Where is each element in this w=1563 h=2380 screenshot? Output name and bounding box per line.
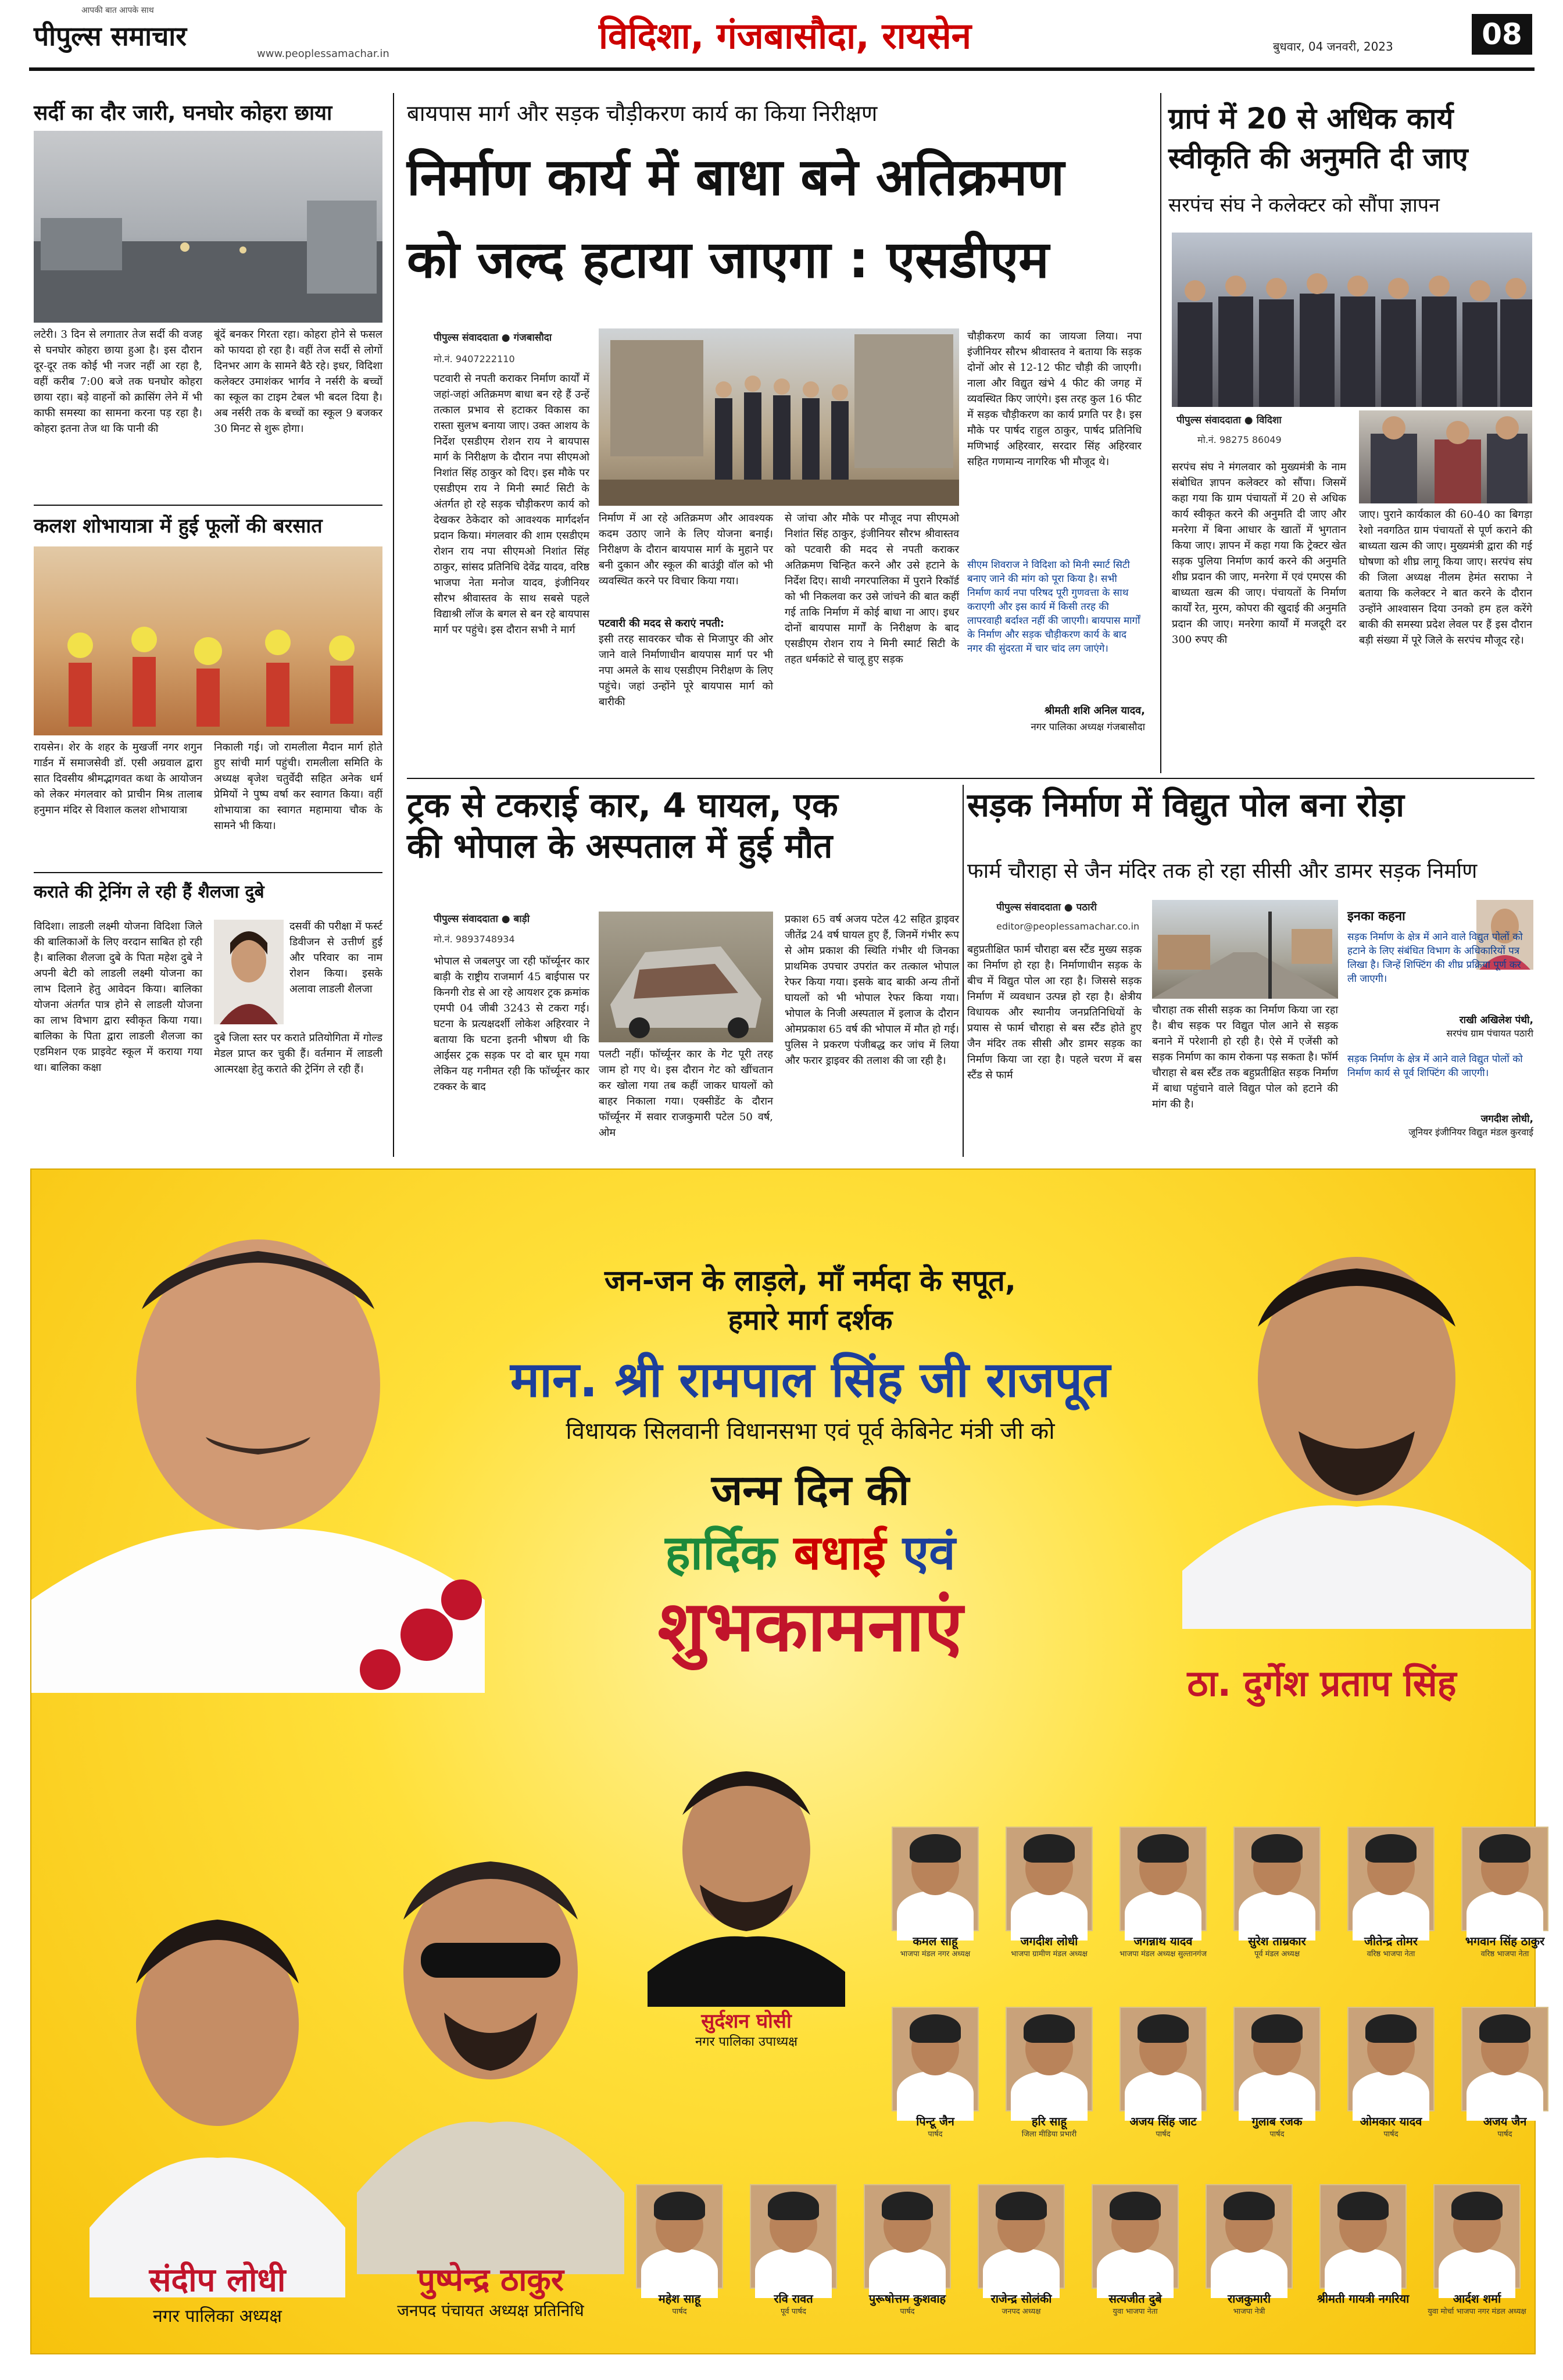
- hair-shape: [1451, 2192, 1503, 2220]
- person-portrait: [978, 2184, 1065, 2289]
- training-col2b: दुबे जिला स्तर पर कराते प्रतियोगिता में गोल्ड मेडल प्राप्त कर चुकी हैं। वर्तमान में लाडली आत्मरक्षा हेतु कराते की ट्रेनिंग ले रही हैं।: [214, 1032, 382, 1075]
- sandeep-name: संदीप लोधी: [149, 2261, 286, 2299]
- pole-quote2-name: जगदीश लोधी,: [1480, 1113, 1533, 1125]
- person-title: युवा भाजपा नेता: [1113, 2307, 1158, 2316]
- hair-shape: [1365, 2014, 1417, 2043]
- body-shape: [1353, 1891, 1429, 1940]
- hair-shape: [768, 2192, 819, 2220]
- gp-byline: पीपुल्स संवाददाता ● विदिशा: [1176, 414, 1282, 426]
- ad-sender: ठा. दुर्गेश प्रताप सिंह: [1187, 1662, 1457, 1704]
- person-portrait: [636, 2184, 723, 2289]
- fog-headline: सर्दी का दौर जारी, घनघोर कोहरा छाया: [34, 101, 332, 125]
- fog-col2: बूंदें बनकर गिरता रहा। कोहरा होने से फसल को फायदा हो रहा है। वहीं तेज सर्दी से लोगों दिनभर आग के सामने बैठे रहे। इधर, विदिशा कलेक्टर उमाशंकर भार्गव ने नर्सरी के बच्चों का स्कूल का टाइम टेबल भी बदल दिया है। अब नर्सरी तक के बच्चों का स्कूल 9 बजकर 30 मिनट से शुरू होगा।: [214, 328, 382, 435]
- person-name: जीतेन्द्र तोमर: [1364, 1934, 1418, 1948]
- gp-mobile: मो.नं. 98275 86049: [1197, 434, 1282, 445]
- person-portrait: [1233, 2007, 1321, 2111]
- hair-shape: [1138, 2014, 1189, 2043]
- body-shape: [1211, 2249, 1287, 2297]
- pole-col2: चौराहा तक सीसी सड़क का निर्माण किया जा रहा है। बीच सड़क पर विद्युत पोल आने से सड़क बनाने में परेशानी हो रही है। ऐसे में एजेंसी को सड़क निर्माण का काम रोकना पड़ सकता है। फॉर्म चौराहा से बस स्टैंड तक बहुप्रतीक्षित सड़क निर्माण में बाधा पहुंचाने वाले विद्युत पोल को हटाने की मांग की है।: [1152, 1004, 1338, 1110]
- ad-evam: एवं: [902, 1525, 956, 1581]
- person-portrait: [1092, 2184, 1179, 2289]
- hair-shape: [996, 2192, 1047, 2220]
- person-name: ओमकार यादव: [1360, 2114, 1422, 2128]
- pushpendra-name: पुष्पेन्द्र ठाकुर: [417, 2261, 564, 2298]
- pole-photo: [1152, 900, 1338, 999]
- person-title: पार्षद: [1383, 2130, 1399, 2139]
- person-name: गुलाब रजक: [1251, 2114, 1303, 2128]
- hair-shape: [1224, 2192, 1275, 2220]
- person-portrait: [892, 1827, 979, 1931]
- training-headline: कराते की ट्रेनिंग ले रही हैं शैलजा दुबे: [34, 882, 264, 902]
- main-quote-title: नगर पालिका अध्यक्ष गंजबासौदा: [1031, 721, 1145, 733]
- sudarshan-name: सुर्दशन घोसी: [701, 2010, 792, 2033]
- body-shape: [1011, 2071, 1087, 2120]
- leader-portrait: [31, 1193, 485, 1693]
- person-title: पूर्व पार्षद: [781, 2307, 806, 2316]
- sandeep-title: नगर पालिका अध्यक्ष: [153, 2306, 282, 2327]
- body-shape: [1125, 2071, 1201, 2120]
- fog-photo: [34, 131, 382, 323]
- fog-col1: लटेरी। 3 दिन से लगातार तेज सर्दी की वजह से घनघोर कोहरा छाया हुआ है। इस दौरान दूर-दूर तक कोई भी नजर नहीं आ रहा है, वहीं करीब 7:00 बजे तक घनघोर कोहरा छाया रहा। बड़े वाहनों को क्रासिंग लेने में भी काफी समस्या का सामना करना पड़ रहा है। कोहरा इतना तेज था कि पानी की: [34, 328, 202, 435]
- pole-quote2-title: जूनियर इंजीनियर विद्युत मंडल कुरवाई: [1408, 1127, 1533, 1138]
- masthead-logo[interactable]: पीपुल्स समाचार: [34, 20, 187, 52]
- person-name: कमल साहू: [913, 1934, 958, 1948]
- hair-shape: [1251, 2014, 1303, 2043]
- divider: [34, 505, 382, 506]
- person-name: सत्यजीत दुबे: [1108, 2292, 1162, 2306]
- person-portrait: [750, 2184, 837, 2289]
- body-shape: [983, 2249, 1059, 2297]
- masthead: [0, 0, 1557, 65]
- pole-quote1-name: राखी अखिलेश पंथी,: [1459, 1014, 1533, 1026]
- gp-col2: जाए। पुराने कार्यकाल की 60-40 का बिगड़ा रेशो नवगठित ग्राम पंचायतों से पूर्ण कराने की बाध्यता खत्म की जाए। मुख्यमंत्री द्वारा की गई घोषणा को शीघ्र लागू किया जाए। सरपंच संघ की जिला अध्यक्ष नीलम हेमंत सराफा ने बताया कि कलेक्टर ने बात करने के दौरान उन्होंने आश्वासन दिया उनको हम हल करेंगे बाकी की समस्या प्रदेश लेवल पर हैं इस दौरान बड़ी संख्या में पूरे जिले के सरपंच मौजूद रहे।: [1359, 509, 1532, 646]
- person-title: वरिष्ठ भाजपा नेता: [1480, 1950, 1529, 1959]
- person-name: हरि साहू: [1031, 2114, 1067, 2128]
- body-shape: [1125, 1891, 1201, 1940]
- person-name: श्रीमती गायत्री नगरिया: [1317, 2292, 1410, 2306]
- column-rule: [1160, 93, 1161, 773]
- accident-photo: [599, 912, 773, 1042]
- body-shape: [1097, 2249, 1173, 2297]
- person-portrait: [1233, 1827, 1321, 1931]
- main-col4: चौड़ीकरण कार्य का जायजा लिया। नपा इंजीनियर सौरभ श्रीवास्तव ने बताया कि सड़क दोनों ओर से 12-12 फीट चौड़ी की जाएगी। नाला और विद्युत खंभे 4 फीट की जगह में व्यवस्थित किए जाएंगे। इस तरह कुल 16 फीट में सड़क चौड़ीकरण का कार्य प्रगति पर है। इस मौके पर पार्षद राहुल ठाकुर, पार्षद प्रतिनिधि मणिभाई अहिरवार, सरदार सिंह अहिरवार सहित गणमान्य नागरिक भी मौजूद थे।: [967, 330, 1142, 468]
- person-title: पार्षद: [1156, 2130, 1171, 2139]
- hair-shape: [1365, 1834, 1417, 1863]
- person-title: युवा मोर्चा भाजपा नगर मंडल अध्यक्ष: [1428, 2307, 1526, 2316]
- pole-quote1: सड़क निर्माण के क्षेत्र में आने वाले विद्युत पोलों को हटाने के लिए संबंधित विभाग के अधिकारियों पत्र लिखा है। जिन्हें शिफ्टिंग की शीघ्र प्रक्रिया पूर्ण कर ली जाएगी।: [1347, 931, 1523, 985]
- hair-shape: [910, 1834, 961, 1863]
- body-shape: [1011, 1891, 1087, 1940]
- person-title: पार्षद: [672, 2307, 687, 2316]
- pole-email[interactable]: editor@peoplessamachar.co.in: [996, 921, 1140, 932]
- body-shape: [1467, 1891, 1543, 1940]
- gp-headline-2: स्वीकृति की अनुमति दी जाए: [1168, 141, 1468, 175]
- body-shape: [1239, 1891, 1315, 1940]
- gp-headline-1: ग्रापं में 20 से अधिक कार्य: [1168, 102, 1454, 135]
- masthead-rule: [29, 67, 1535, 71]
- hair-shape: [654, 2192, 705, 2220]
- accident-col2: पलटी नहीं। फॉर्च्यूनर कार के गेट पूरी तरह जाम हो गए थे। इस दौरान गेट को खींचतान कर खोला गया तब कहीं जाकर घायलों को बाहर निकाला गया। एक्सीडेंट के दौरान फॉर्च्यूनर में सवार राजकुमारी पटेल 50 वर्ष, ओम: [599, 1048, 773, 1139]
- person-portrait: [1347, 1827, 1435, 1931]
- main-quote: सीएम शिवराज ने विदिशा को मिनी स्मार्ट सिटी बनाए जाने की मांग को पूरा किया है। सभी निर्माण कार्य नपा परिषद पूरी गुणवत्ता के साथ कराएगी और इस कार्य में किसी तरह की लापरवाही बर्दाश्त नहीं की जाएगी। बायपास मार्गों के निर्माण और सड़क चौड़ीकरण कार्य के बाद नगर की सुंदरता में चार चांद लग जाएंगे।: [967, 559, 1140, 655]
- divider: [967, 778, 1535, 779]
- hair-shape: [1024, 2014, 1075, 2043]
- person-title: जनपद अध्यक्ष: [1002, 2307, 1041, 2316]
- ad-badhai: बधाई: [793, 1525, 886, 1581]
- person-name: पुरूषोत्तम कुशवाह: [868, 2292, 946, 2306]
- person-portrait: [1006, 2007, 1093, 2111]
- masthead-website[interactable]: www.peoplessamachar.in: [257, 48, 389, 60]
- sudarshan-title: नगर पालिका उपाध्यक्ष: [695, 2035, 798, 2049]
- person-name: भगवान सिंह ठाकुर: [1465, 1934, 1545, 1948]
- person-title: भाजपा मंडल अध्यक्ष सुल्तानगंज: [1119, 1950, 1207, 1959]
- ad-hardik: हार्दिक: [665, 1525, 777, 1581]
- person-name: जगन्नाथ यादव: [1133, 1934, 1193, 1948]
- person-title: भाजपा ग्रामीण मंडल अध्यक्ष: [1011, 1950, 1088, 1959]
- main-byline: पीपुल्स संवाददाता ● गंजबासौदा: [434, 332, 552, 344]
- person-name: राजेन्द्र सोलंकी: [990, 2292, 1052, 2306]
- body-shape: [897, 2071, 973, 2120]
- hair-shape: [1479, 2014, 1530, 2043]
- person-title: वरिष्ठ भाजपा नेता: [1367, 1950, 1415, 1959]
- pole-kicker: फार्म चौराहा से जैन मंदिर तक हो रहा सीसी और डामर सड़क निर्माण: [967, 859, 1478, 883]
- pole-col1: बहुप्रतीक्षित फार्म चौराहा बस स्टैंड मुख्य सड़क का निर्माण हो रहा है। निर्माणाधीन सड़क के बीच में विद्युत पोल आ रहा है। जिससे सड़क निर्माण में व्यवधान उत्पन्न हो रहा है। क्षेत्रीय विधायक और स्थानीय जनप्रतिनिधियों के प्रयास से फार्म चौराहा से बस स्टैंड होते हुए जैन मंदिर तक सीसी और डामर सड़क का निर्माण किया जा रहा है। पहले चरण में बस स्टैंड से फार्म: [967, 944, 1142, 1081]
- hair-shape: [882, 2192, 933, 2220]
- page-number: 08: [1472, 14, 1532, 55]
- hair-shape: [1138, 1834, 1189, 1863]
- hair-shape: [1479, 1834, 1530, 1863]
- accident-mobile: मो.नं. 9893748934: [434, 934, 515, 945]
- body-shape: [1239, 2071, 1315, 2120]
- kalash-col2: निकाली गई। जो रामलीला मैदान मार्ग होते हुए सांची मार्ग पहुंची। रामलीला समिति के अध्यक्ष बृजेश चतुर्वेदी सहित अनेक धर्म प्रेमियों ने पुष्प वर्षा कर स्वागत किया। वहीं शोभायात्रा का स्वागत महामाया चौक के सामने भी किया।: [214, 741, 382, 832]
- training-photo: [214, 920, 284, 1024]
- pole-inka-kehna: इनका कहना: [1347, 909, 1405, 924]
- gp-photo: [1172, 233, 1532, 407]
- person-title: पार्षद: [1497, 2130, 1512, 2139]
- gp-photo-2: [1359, 410, 1532, 503]
- gp-col1: सरपंच संघ ने मंगलवार को मुख्यमंत्री के नाम संबोधित ज्ञापन कलेक्टर को सौंपा। जिसमें कहा गया कि ग्राम पंचायतों में 20 से अधिक कार्य स्वीकृत करने की अनुमति दी जाए और मनरेगा में बिना आधार के खातों में भुगतान किया जाए। ज्ञापन में कहा गया कि ट्रेक्टर खेत सड़क पुलिया निर्माण कार्य करने की अनुमति शीघ्र प्रदान की जाए, मनरेगा में एवं एमएस की बाध्यता खत्म की जाए। पंचायतों के निर्माण कार्यों रेत, मुरम, कोपरा की खुदाई की अनुमति प्रदान की जाए। मनरेगा कार्यों में मजदूरी दर 300 रुपए की: [1172, 461, 1346, 646]
- column-rule: [963, 785, 964, 1157]
- person-name: जगदीश लोधी: [1020, 1934, 1078, 1948]
- person-name: अजय जैन: [1483, 2114, 1527, 2128]
- person-portrait: [1461, 1827, 1548, 1931]
- person-name: आर्दश शर्मा: [1453, 2292, 1501, 2306]
- training-col1: विदिशा। लाडली लक्ष्मी योजना विदिशा जिले की बालिकाओं के लिए वरदान साबित हो रही है। बालिका शैलजा दुबे के पिता महेश दुबे ने अपनी बेटी को लाडली लक्ष्मी योजना का लाभ दिलाने हेतु आवेदन किया। बालिका योजना अंतर्गत पात्र होने से लाडली योजना का लाभ विभाग द्वारा स्वीकृत किया गया। बालिका के पिता द्वारा लाडली शैलजा का एडमिशन एक प्राइवेट स्कूल में कराया गया था। बालिका कक्षा: [34, 920, 202, 1074]
- ad-designation: विधायक सिलवानी विधानसभा एवं पूर्व केबिनेट मंत्री जी को: [566, 1418, 1055, 1445]
- main-kicker: बायपास मार्ग और सड़क चौड़ीकरण कार्य का किया निरीक्षण: [407, 101, 878, 126]
- ad-name: मान. श्री रामपाल सिंह जी राजपूत: [510, 1351, 1110, 1408]
- person-name: पिन्टू जैन: [916, 2114, 954, 2128]
- main-subhead: पटवारी की मदद से कराएं नपती:: [599, 617, 724, 630]
- pole-headline: सड़क निर्माण में विद्युत पोल बना रोड़ा: [967, 787, 1404, 824]
- person-title: भाजपा नेत्री: [1233, 2307, 1265, 2316]
- body-shape: [1467, 2071, 1543, 2120]
- accident-byline: पीपुल्स संवाददाता ● बाड़ी: [434, 913, 530, 925]
- ad-shubh: शुभकामनाएं: [657, 1586, 963, 1667]
- sandeep-portrait: [90, 1879, 345, 2297]
- person-title: पार्षद: [900, 2307, 915, 2316]
- main-headline-1: निर्माण कार्य में बाधा बने अतिक्रमण: [407, 147, 1064, 207]
- person-name: अजय सिंह जाट: [1129, 2114, 1197, 2128]
- main-col1: पटवारी से नपती कराकर निर्माण कार्यों में जहां-जहां अतिक्रमण बाधा बन रहे हैं उन्हें तत्काल प्रभाव से हटाकर विकास का रास्ता सुलभ बनाया जाए। उक्त आशय के निर्देश एसडीएम रोशन राय ने बायपास मार्ग के निरीक्षण के दौरान नपा सीएमओ निशांत सिंह ठाकुर को दिए। इस मौके पर एसडीएम राय ने मिनी स्मार्ट सिटी के अंतर्गत हो रहे सड़क चौड़ीकरण कार्य को देखकर ठेकेदार को आवश्यक मार्गदर्शन प्रदान किया। मंगलवार की शाम एसडीएम रोशन राय नपा सीएमओ निशांत सिंह ठाकुर, सांसद प्रतिनिधि देवेंद्र यादव, वरिष्ठ भाजपा नेता मनोज यादव, इंजीनियर सौरभ श्रीवास्तव के साथ सबसे पहले विद्याश्री लॉज के बगल से बन रहे बायपास मार्ग पर पहुंचे। इस दौरान सभी ने मार्ग: [434, 373, 589, 636]
- ad-line2: हमारे मार्ग दर्शक: [728, 1304, 893, 1336]
- person-title: पार्षद: [1269, 2130, 1285, 2139]
- kalash-col1: रायसेन। शेर के शहर के मुखर्जी नगर शगुन गार्डन में समाजसेवी डॉ. एसी अग्रवाल द्वारा सात दिवसीय श्रीमद्भागवत कथा के आयोजन को लेकर मंगलवार को प्राचीन मिश्र तालाब हनुमान मंदिर से विशाल कलश शोभायात्रा: [34, 741, 202, 816]
- hair-shape: [1024, 1834, 1075, 1863]
- main-col3: से जांचा और मौके पर मौजूद नपा सीएमओ निशांत सिंह ठाकुर, इंजीनियर सौरभ श्रीवास्तव को पटवारी की मदद से नपती कराकर अतिक्रमण चिन्हित करने और उसे हटाने के निर्देश दिए। साथी नगरपालिका में पुराने रिकॉर्ड को भी निकलवा कर उसे जांचने की बात कहीं गई ताकि निर्माण में कोई बाधा ना आए। इधर दोनों बायपास मार्गों के निरीक्षण के बाद एसडीएम रोशन राय ने मिनी स्मार्ट सिटी के तहत धर्मकांटे से चालू हुए सड़क: [785, 512, 959, 666]
- hair-shape: [910, 2014, 961, 2043]
- accident-col3: प्रकाश 65 वर्ष अजय पटेल 42 सहित ड्राइवर जीतेंद्र 24 वर्ष घायल हुए हैं, जिनमें गंभीर रूप से ओम प्रकाश की स्थिति गंभीर थी जिनका प्राथमिक उपचार उपरांत कर तत्काल भोपाल रेफर किया गया। इसके बाद बाकी अन्य तीनों घायलों को भी भोपाल रेफर किया गया। भोपाल के निजी अस्पताल में इलाज के दौरान ओमप्रकाश 65 वर्ष की भोपाल में मौत हो गई। पुलिस ने प्रकरण पंजीबद्ध कर जांच में लिया और फरार ड्राइवर की तलाश की जा रही है।: [785, 913, 959, 1067]
- ad-line1: जन-जन के लाड़ले, माँ नर्मदा के सपूत,: [605, 1264, 1016, 1298]
- main-quote-name: श्रीमती शशि अनिल यादव,: [1044, 705, 1145, 717]
- person-portrait: [1006, 1827, 1093, 1931]
- pushpendra-title: जनपद पंचायत अध्यक्ष प्रतिनिधि: [397, 2301, 584, 2320]
- pole-byline: पीपुल्स संवाददाता ● पठारी: [996, 902, 1097, 913]
- pole-quote1-title: सरपंच ग्राम पंचायत पठारी: [1446, 1028, 1533, 1039]
- accident-headline-2: की भोपाल के अस्पताल में हुई मौत: [407, 826, 833, 866]
- ad-janm: जन्म दिन की: [711, 1466, 910, 1514]
- person-name: राजकुमारी: [1227, 2292, 1271, 2306]
- hair-shape: [1110, 2192, 1161, 2220]
- divider: [34, 872, 382, 873]
- sudarshan-portrait: [648, 1751, 845, 2007]
- person-portrait: [1120, 2007, 1207, 2111]
- person-title: जिला मीडिया प्रभारी: [1021, 2130, 1077, 2139]
- hair-shape: [1337, 2192, 1389, 2220]
- main-headline-2: को जल्द हटाया जाएगा : एसडीएम: [407, 230, 1049, 290]
- person-portrait: [1433, 2184, 1521, 2289]
- main-col2: निर्माण में आ रहे अतिक्रमण और आवश्यक कदम उठाए जाने के लिए योजना बनाई। निरीक्षण के दौरान बायपास मार्ग के मुहाने पर बनी दुकान और स्कूल की बाउंड्री वॉल को भी व्यवस्थित करने पर विचार किया गया।: [599, 512, 773, 587]
- gp-kicker: सरपंच संघ ने कलेक्टर को सौंपा ज्ञापन: [1168, 194, 1440, 217]
- birthday-ad[interactable]: [30, 1168, 1545, 2354]
- hair-shape: [1251, 1834, 1303, 1863]
- person-name: सुरेश ताम्रकार: [1248, 1934, 1306, 1948]
- person-title: भाजपा मंडल नगर अध्यक्ष: [900, 1950, 971, 1959]
- kalash-headline: कलश शोभायात्रा में हुई फूलों की बरसात: [34, 514, 323, 538]
- body-shape: [755, 2249, 831, 2297]
- main-photo: [599, 328, 959, 506]
- person-portrait: [1461, 2007, 1548, 2111]
- column-rule: [393, 93, 394, 1157]
- person-title: पार्षद: [928, 2130, 943, 2139]
- person-name: महेश साहू: [658, 2292, 701, 2306]
- masthead-date: बुधवार, 04 जनवरी, 2023: [1273, 40, 1393, 53]
- masthead-tagline: आपकी बात आपके साथ: [81, 6, 154, 15]
- section-title: विदिशा, गंजबासौदा, रायसेन: [599, 15, 972, 57]
- pushpendra-portrait: [357, 1821, 624, 2274]
- person-name: रवि रावत: [774, 2292, 813, 2306]
- person-portrait: [864, 2184, 951, 2289]
- accident-headline-1: ट्रक से टकराई कार, 4 घायल, एक: [407, 785, 838, 825]
- person-portrait: [1206, 2184, 1293, 2289]
- person-portrait: [1347, 2007, 1435, 2111]
- person-portrait: [1120, 1827, 1207, 1931]
- person-portrait: [892, 2007, 979, 2111]
- body-shape: [1325, 2249, 1401, 2297]
- body-shape: [869, 2249, 945, 2297]
- body-shape: [1439, 2249, 1515, 2297]
- person-portrait: [1319, 2184, 1407, 2289]
- person-title: पूर्व मंडल अध्यक्ष: [1254, 1950, 1300, 1959]
- body-shape: [1353, 2071, 1429, 2120]
- accident-col1: भोपाल से जबलपुर जा रही फॉर्च्यूनर कार बाड़ी के राष्ट्रीय राजमार्ग 45 बाईपास पर किनगी रोड से आ रहे आयशर ट्रक क्रमांक एमपी 04 जीबी 3243 से टकरा गई। घटना के प्रत्यक्षदर्शी लोकेश अहिरवार ने बताया कि घटना इतनी भीषण थी कि आईसर ट्रक सड़क पर दो बार घूम गया लेकिन यह गनीमत रही कि फॉर्च्यूनर कार टक्कर के बाद: [434, 955, 589, 1093]
- body-shape: [641, 2249, 717, 2297]
- training-col2a: दसवीं की परीक्षा में फर्स्ट डिवीजन से उत्तीर्ण हुई और परिवार का नाम रोशन किया। इसके अलावा लाडली शैलजा: [289, 920, 382, 995]
- kalash-photo: [34, 546, 382, 735]
- main-mobile: मो.नं. 9407222110: [434, 353, 515, 364]
- main-col2b: इसी तरह सावरकर चौक से मिजापुर की ओर जाने वाले निर्माणाधीन बायपास मार्ग पर भी नपा अमले के साथ एसडीएम निरीक्षण के लिए पहुंचे। जहां उन्होंने पूरे बायपास मार्ग को बारीकी: [599, 633, 773, 708]
- body-shape: [897, 1891, 973, 1940]
- pole-quote2: सड़क निर्माण के क्षेत्र में आने वाले विद्युत पोलों को निर्माण कार्य से पूर्व शिफ्टिंग की जाएगी।: [1347, 1053, 1523, 1079]
